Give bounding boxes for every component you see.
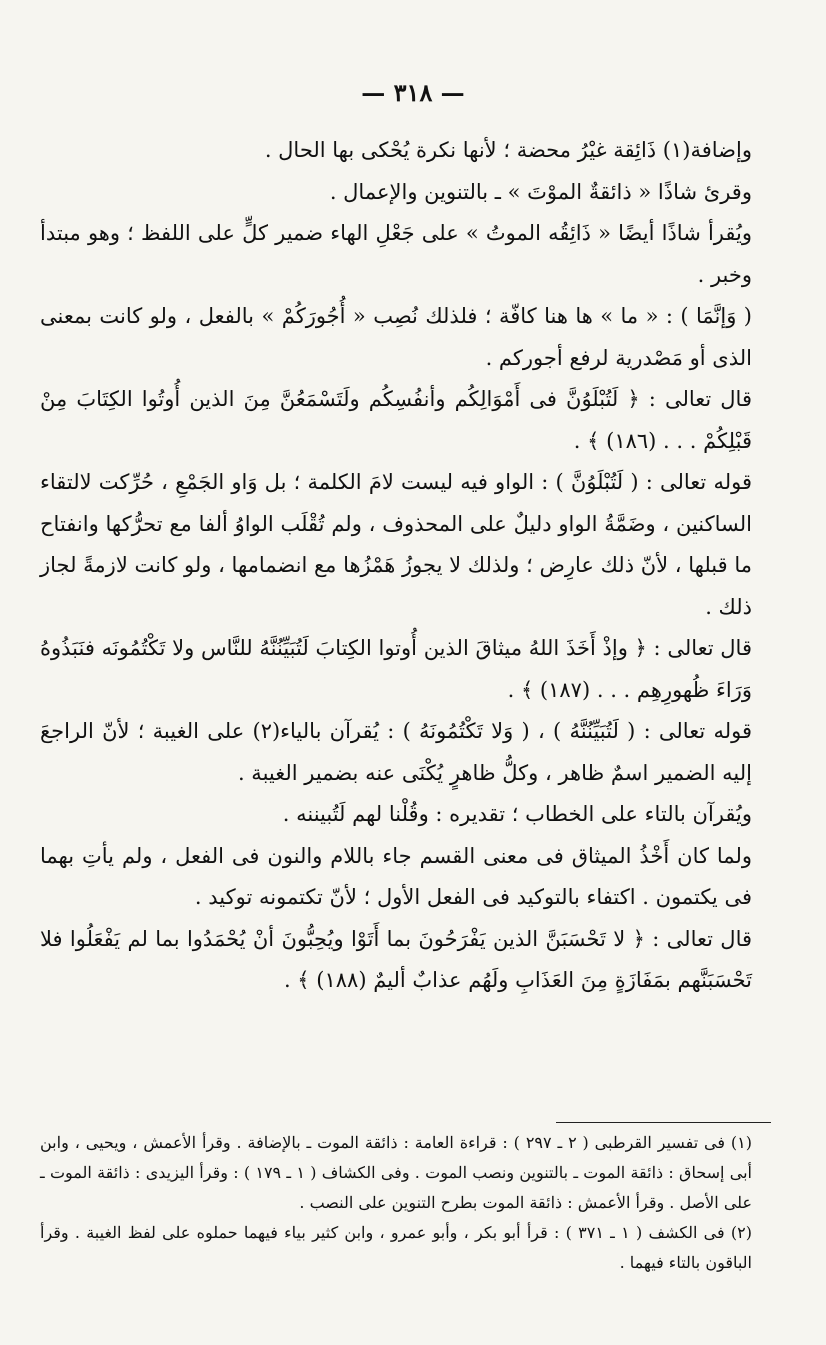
paragraph: قال تعالى : ﴿ لَتُبْلَوُنَّ فى أَمْوَالِكُم وأنفُسِكُم ولَتَسْمَعُنَّ مِنَ الذين أُوتُوا الكِتَابَ مِنْ قَبْلِكُمْ . . . (١٨٦) ﴾ . <box>40 387 752 453</box>
footnote: (٢) فى الكشف ( ١ ـ ٣٧١ ) : قرأ أبو بكر ، وأبو عمرو ، وابن كثير بياء فيهما حملوه على لفظ الغيبة . وقرأ الباقون بالتاء فيهما . <box>40 1223 753 1272</box>
paragraph: وقرئ شاذًا « ذائقةٌ الموْتَ » ـ بالتنوين والإعمال . <box>329 179 752 204</box>
footnote: (١) فى تفسير القرطبى ( ٢ ـ ٢٩٧ ) : قراءة العامة : ذائقة الموت ـ بالإضافة . وقرأ الأعمش ، ويحيى ، وابن أبى إسحاق : ذائقة الموت ـ بالتنوين ونصب الموت . وفى الكشاف ( ١ ـ ١٧٩ ) : وقرأ اليزيدى : ذائقة الموت ـ على الأصل . وقرأ الأعمش : ذائقة الموت بطرح التنوين على النصب . <box>40 1133 753 1212</box>
page-number: — ٣١٨ — <box>361 78 465 107</box>
footnote-divider <box>556 1122 771 1123</box>
paragraph: ويُقرآن بالتاء على الخطاب ؛ تقديره : وقُلْنا لهم لَتُبيننه . <box>282 802 752 826</box>
paragraph: وإضافة(١) ذَائِقة غيْرُ محضة ؛ لأنها نكرة يُحْكى بها الحال . <box>264 138 752 162</box>
paragraph: ولما كان أَخْذُ الميثاق فى معنى القسم جاء باللام والنون فى الفعل ، ولم يأتِ بهما فى يكتمون . اكتفاء بالتوكيد فى الفعل الأول ؛ لأنّ تكتمونه توكيد . <box>40 843 752 909</box>
footnotes <box>40 1128 792 1278</box>
paragraph: ويُقرأ شاذًا أيضًا « ذَائِقُه الموتُ » على جَعْلِ الهاء ضمير كلٍّ على اللفظ ؛ وهو مبتدأ وخبر . <box>40 221 752 287</box>
paragraph: قال تعالى : ﴿ لا تَحْسَبَنَّ الذين يَفْرَحُونَ بما أَتَوْا ويُحِبُّونَ أنْ يُحْمَدُوا بما لم يَفْعَلُوا فلا تَحْسَبَنَّهم بمَفَازَةٍ مِنَ العَذَابِ ولَهُم عذابٌ أليمٌ (١٨٨) ﴾ . <box>40 926 752 992</box>
paragraph: قوله تعالى : ( لَتُبَيِّنُنَّهُ ) ، ( وَلا تَكْتُمُونَهُ ) : يُقرآن بالياء(٢) على الغيبة ؛ لأنّ الراجعَ إليه الضمير اسمٌ ظاهر ، وكلُّ ظاهرٍ يُكْنَى عنه بضمير الغيبة . <box>40 719 752 785</box>
paragraph: قوله تعالى : ( لَتُبْلَوُنَّ ) : الواو فيه ليست لامَ الكلمة ؛ بل وَاو الجَمْعِ ، حُرِّكت لالتقاء الساكنين ، وضَمَّةُ الواو دليلٌ على المحذوف ، ولم تُقْلَب الواوُ ألفا مع تحرُّكها وانفتاح ما قبلها ، لأنّ ذلك عارِض ؛ ولذلك لا يجوزُ هَمْزُها مع انضمامها ، ولو كانت لازمةً لجاز ذلك . <box>40 470 752 619</box>
main-text <box>40 130 792 1002</box>
paragraph: قال تعالى : ﴿ وإذْ أَخَذَ اللهُ ميثاقَ الذين أُوتوا الكِتابَ لَتُبَيِّنُنَّهُ للنَّاس ولا تَكْتُمُونَه فنَبَذُوهُ وَرَاءَ ظُهورِهِم . . . (١٨٧) ﴾ . <box>40 636 752 702</box>
paragraph: ( وَإنَّمَا ) : « ما » ها هنا كافّة ؛ فلذلك نُصِب « أُجُورَكُمْ » بالفعل ، ولو كانت بمعنى الذى أو مَصْدرية لرفع أجوركم . <box>40 304 752 370</box>
